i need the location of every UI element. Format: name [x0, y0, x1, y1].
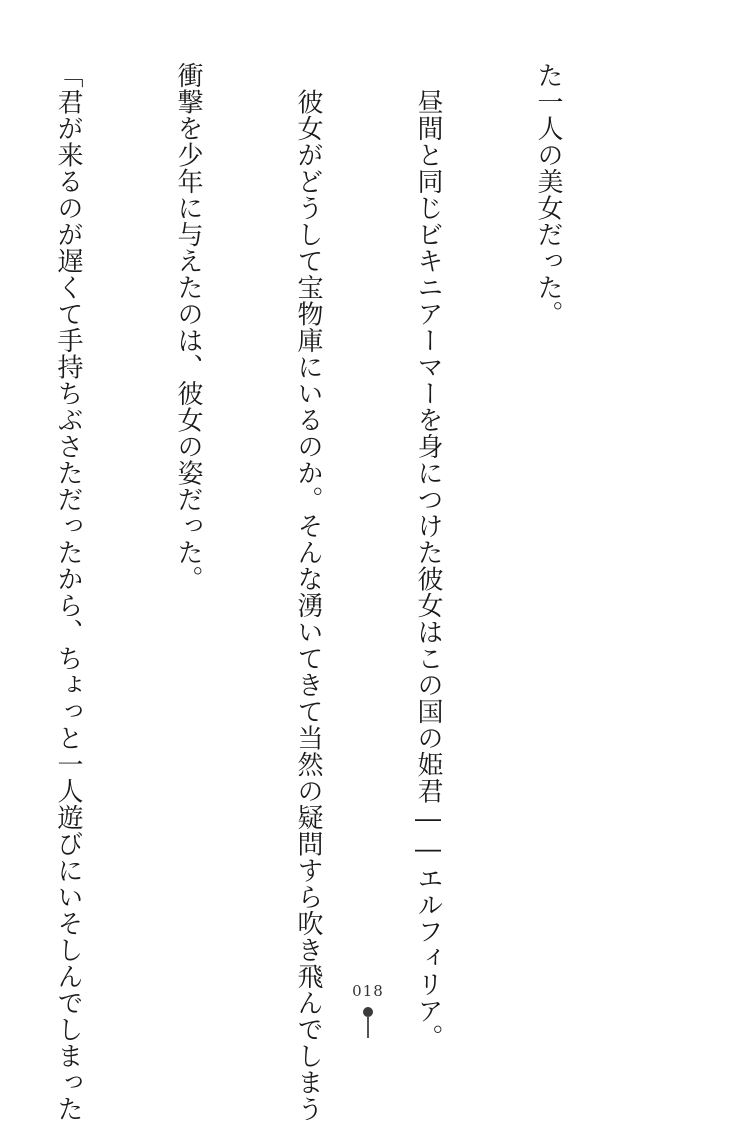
text-line: 「君が来るのが遅くて手持ちぶさただったから、ちょっと一人遊びにいそしんでしまった — [53, 62, 83, 1122]
text-line: た一人の美女だった。 — [533, 62, 563, 327]
text-line: 衝撃を少年に与えたのは、彼女の姿だった。 — [173, 62, 203, 592]
page-number: 018 — [352, 982, 384, 1000]
text-line: 昼間と同じビキニアーマーを身につけた彼女はこの国の姫君――エルフィリア。 — [413, 62, 443, 1051]
page-marker-line — [367, 1016, 369, 1038]
text-line: 彼女がどうして宝物庫にいるのか。そんな湧いてきて当然の疑問すら吹き飛んでしまう — [293, 62, 323, 1122]
